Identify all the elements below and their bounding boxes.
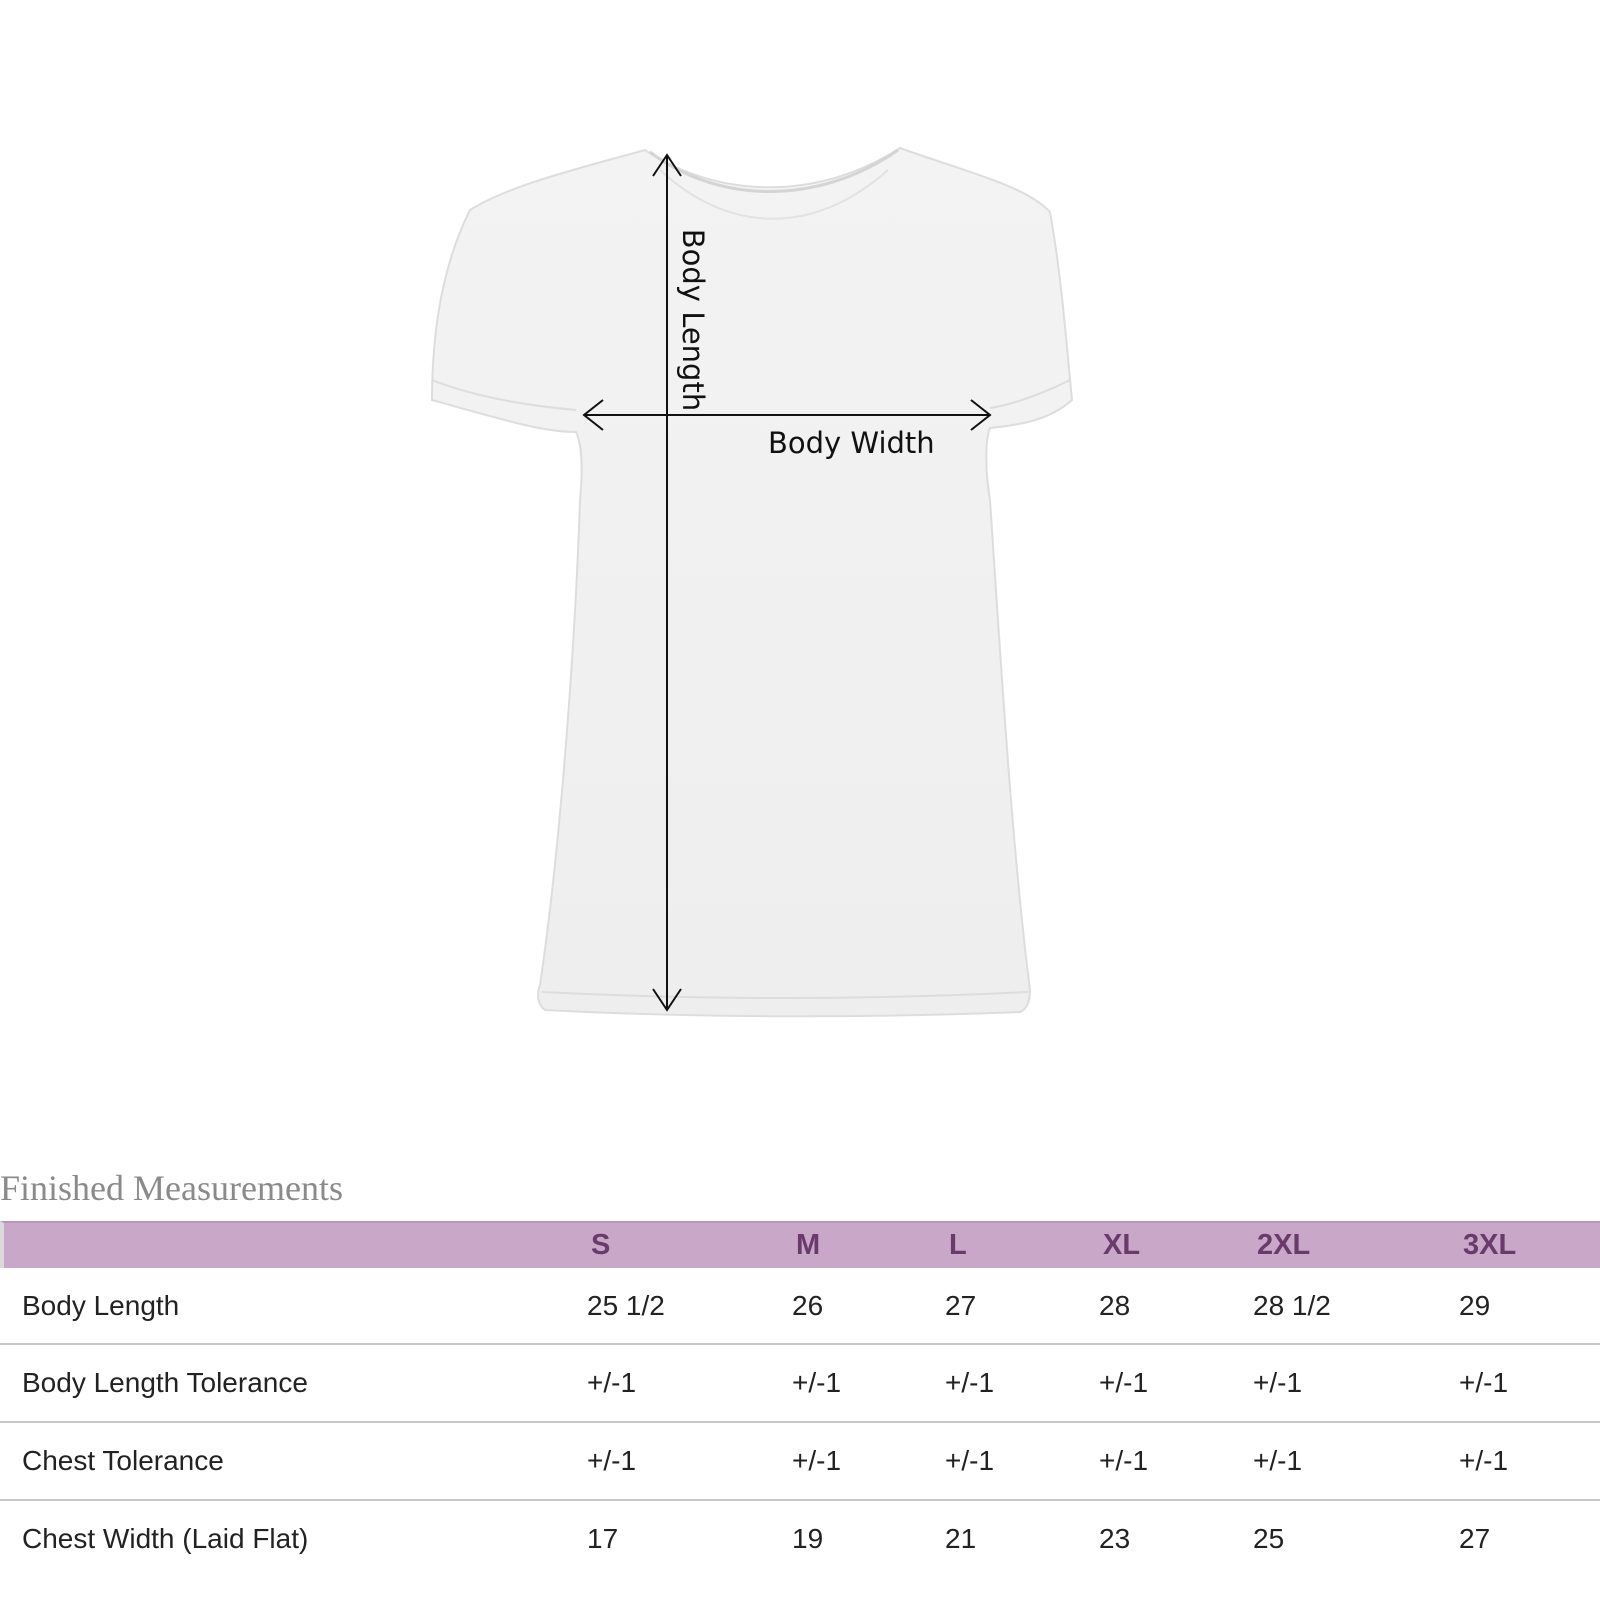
table-cell: 27 — [1459, 1523, 1491, 1554]
table-cell: +/-1 — [1099, 1367, 1149, 1398]
table-row — [0, 1423, 1600, 1501]
table-cell: +/-1 — [1459, 1367, 1509, 1398]
table-cell: 28 1/2 — [1253, 1290, 1331, 1321]
tshirt-shape — [432, 148, 1072, 1016]
row-label: Chest Tolerance — [22, 1445, 224, 1476]
row-label: Chest Width (Laid Flat) — [22, 1523, 309, 1554]
table-cell: 17 — [587, 1523, 619, 1554]
table-cell: +/-1 — [1253, 1445, 1303, 1476]
body-width-label: Body Width — [768, 426, 935, 460]
table-cell: 21 — [945, 1523, 977, 1554]
table-row — [0, 1268, 1600, 1345]
table-cell: +/-1 — [792, 1445, 842, 1476]
table-cell: 28 — [1099, 1290, 1131, 1321]
table-cell: 25 1/2 — [587, 1290, 665, 1321]
table-cell: +/-1 — [1459, 1445, 1509, 1476]
table-cell: 26 — [792, 1290, 824, 1321]
measurements-table — [0, 1221, 1600, 1579]
table-cell: +/-1 — [587, 1445, 637, 1476]
header-cell: S — [591, 1229, 611, 1261]
row-label: Body Length — [22, 1290, 180, 1321]
table-cell: 23 — [1099, 1523, 1131, 1554]
table-header-row — [0, 1221, 1600, 1268]
table-cell: 27 — [945, 1290, 977, 1321]
table-cell: 29 — [1459, 1290, 1491, 1321]
header-cell: 3XL — [1463, 1229, 1517, 1261]
table-cell: +/-1 — [1253, 1367, 1303, 1398]
table-row — [0, 1501, 1600, 1579]
table-cell: 19 — [792, 1523, 824, 1554]
table-cell: +/-1 — [945, 1367, 995, 1398]
header-cell: M — [796, 1229, 821, 1261]
header-cell: L — [949, 1229, 967, 1261]
table-cell: +/-1 — [1099, 1445, 1149, 1476]
table-cell: +/-1 — [587, 1367, 637, 1398]
row-label: Body Length Tolerance — [22, 1367, 308, 1398]
table-row — [0, 1345, 1600, 1423]
header-cell: XL — [1103, 1229, 1141, 1261]
body-length-label: Body Length — [676, 228, 710, 412]
table-cell: 25 — [1253, 1523, 1285, 1554]
table-cell: +/-1 — [792, 1367, 842, 1398]
header-cell: 2XL — [1257, 1229, 1311, 1261]
section-title: Finished Measurements — [0, 1168, 343, 1208]
table-cell: +/-1 — [945, 1445, 995, 1476]
